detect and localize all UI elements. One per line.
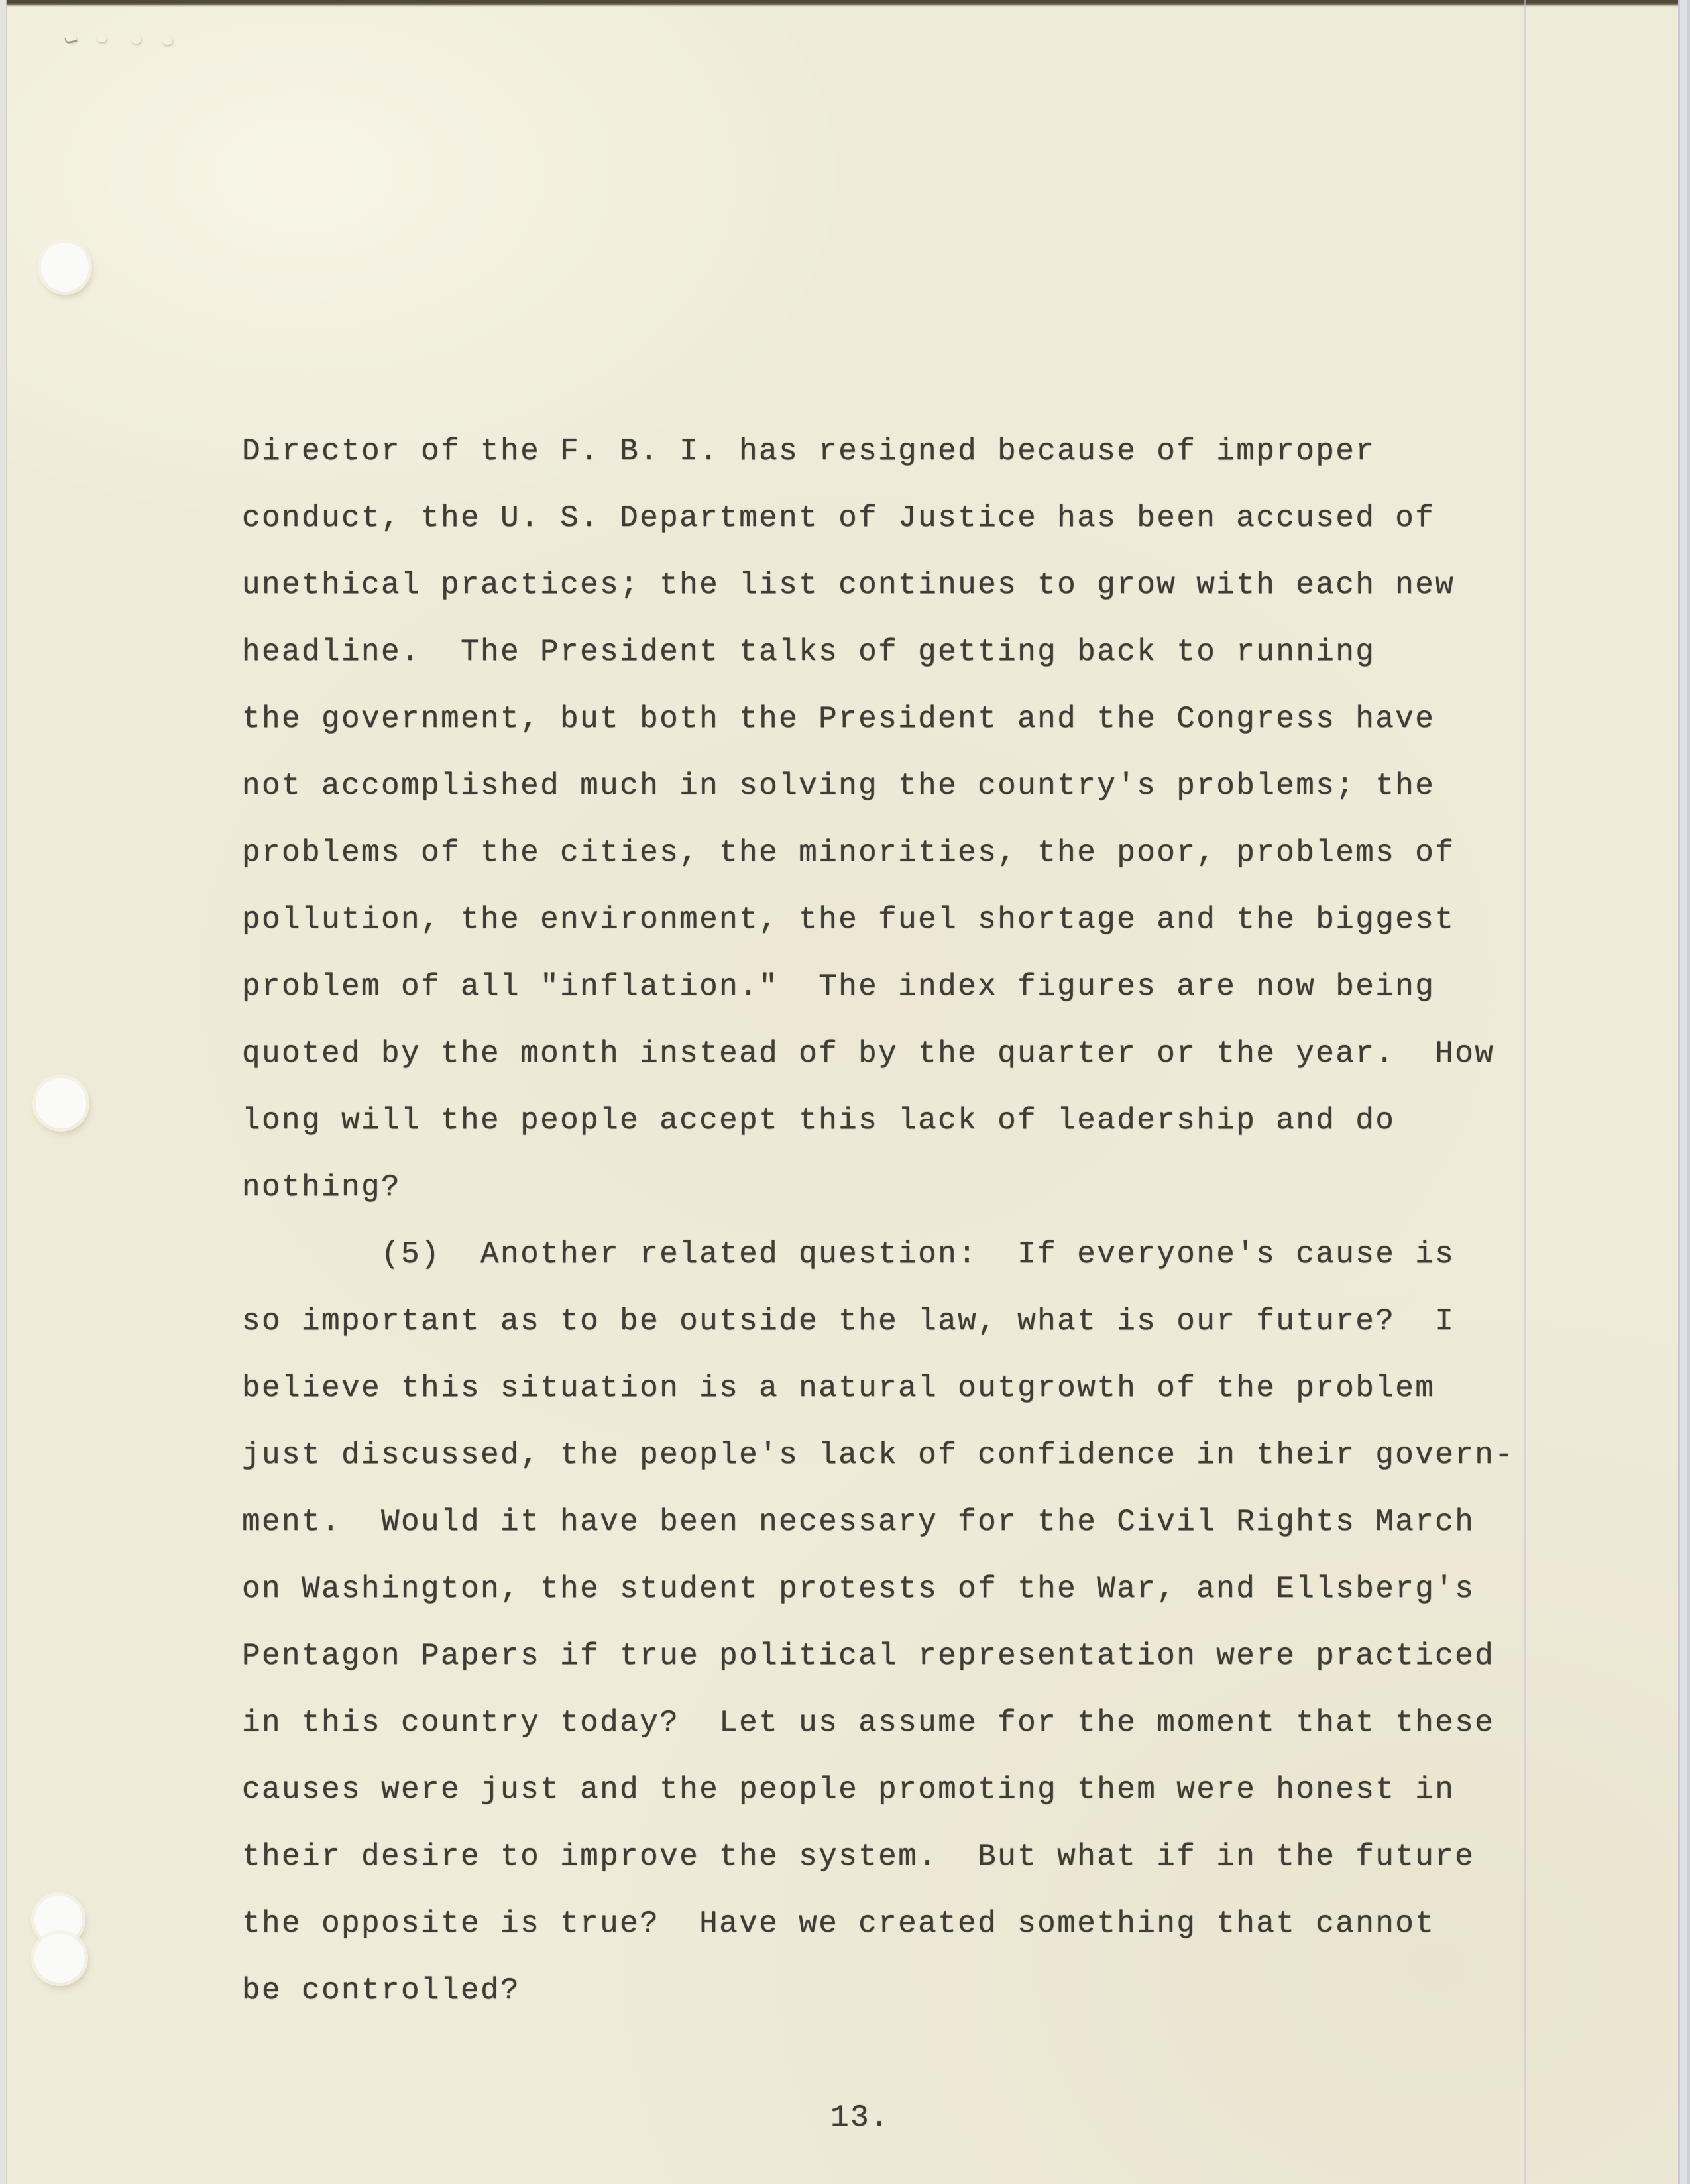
text-line: long will the people accept this lack of leadership and do [242, 1103, 1396, 1138]
text-line: on Washington, the student protests of the War, and Ellsberg's [242, 1572, 1475, 1606]
text-line: quoted by the month instead of by the quarter or the year. How [242, 1036, 1495, 1071]
text-line: ment. Would it have been necessary for the Civil Rights March [242, 1505, 1475, 1539]
page-number: 13. [830, 2101, 891, 2135]
hole-punch-middle [36, 1078, 86, 1128]
text-line: believe this situation is a natural outgrowth of the problem [242, 1371, 1436, 1405]
text-line: Director of the F. B. I. has resigned because of improper [242, 434, 1376, 468]
typewritten-text [242, 418, 1567, 2024]
scanner-edge-band [1678, 0, 1690, 2184]
text-line: pollution, the environment, the fuel shortage and the biggest [242, 902, 1455, 937]
staple-mark [162, 37, 172, 45]
text-line: in this country today? Let us assume for the moment that these [242, 1706, 1495, 1740]
text-line: unethical practices; the list continues to grow with each new [242, 568, 1455, 602]
staple-mark [131, 36, 141, 44]
text-line: so important as to be outside the law, what is our future? I [242, 1304, 1455, 1338]
text-line: nothing? [242, 1170, 402, 1205]
text-line: the opposite is true? Have we created something that cannot [242, 1906, 1436, 1941]
text-line: be controlled? [242, 1973, 521, 2008]
staple-mark [97, 34, 107, 42]
text-line: Pentagon Papers if true political representation were practiced [242, 1639, 1495, 1673]
text-line: the government, but both the President and the Congress have [242, 702, 1436, 736]
text-line: causes were just and the people promoting them were honest in [242, 1773, 1455, 1807]
scan-top-edge [0, 0, 1690, 7]
hole-punch-top [41, 243, 89, 292]
text-line: problems of the cities, the minorities, the poor, problems of [242, 836, 1455, 870]
scan-left-edge [0, 0, 6, 2184]
text-line: their desire to improve the system. But what if in the future [242, 1839, 1475, 1874]
text-line: just discussed, the people's lack of confidence in their govern- [242, 1438, 1515, 1472]
text-line: headline. The President talks of getting back to running [242, 635, 1376, 669]
text-line: conduct, the U. S. Department of Justice has been accused of [242, 501, 1436, 535]
text-line: not accomplished much in solving the country's problems; the [242, 769, 1436, 803]
text-line: problem of all "inflation." The index figures are now being [242, 969, 1436, 1004]
hole-punch-bottom-lower [34, 1934, 85, 1983]
text-line: (5) Another related question: If everyone's cause is [242, 1237, 1455, 1272]
